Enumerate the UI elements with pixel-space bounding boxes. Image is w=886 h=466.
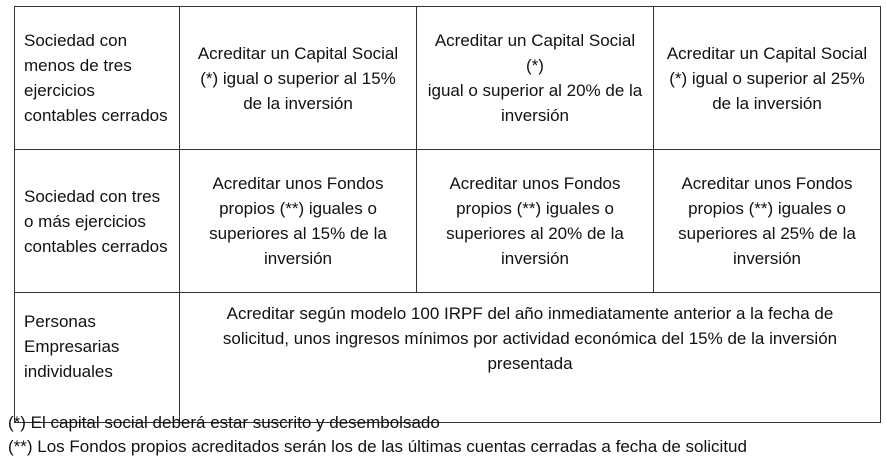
row-label: Sociedad con tres o más ejercicios contables cerrados xyxy=(15,150,180,293)
row-label: Personas Empresarias individuales xyxy=(15,293,180,423)
table-row xyxy=(15,293,881,423)
table-row xyxy=(15,150,881,293)
table-cell: Acreditar un Capital Social (*) igual o superior al 25% de la inversión xyxy=(654,7,881,150)
table-cell: Acreditar un Capital Social (*) igual o superior al 20% de la inversión xyxy=(417,7,654,150)
footnote-capital-social: (*) El capital social deberá estar suscrito y desembolsado xyxy=(8,413,440,432)
table-cell: Acreditar unos Fondos propios (**) iguales o superiores al 15% de la inversión xyxy=(180,150,417,293)
row-label: Sociedad con menos de tres ejercicios contables cerrados xyxy=(15,7,180,150)
table-cell: Acreditar unos Fondos propios (**) iguales o superiores al 20% de la inversión xyxy=(417,150,654,293)
footnotes xyxy=(8,411,747,459)
table-cell: Acreditar un Capital Social (*) igual o superior al 15% de la inversión xyxy=(180,7,417,150)
requirements-table xyxy=(14,6,881,423)
table-row xyxy=(15,7,881,150)
merged-cell: Acreditar según modelo 100 IRPF del año inmediatamente anterior a la fecha de solicitud, unos ingresos mínimos por actividad económica del 15% de la inversión presentada xyxy=(180,293,881,423)
table-cell: Acreditar unos Fondos propios (**) iguales o superiores al 25% de la inversión xyxy=(654,150,881,293)
footnote-fondos-propios: (**) Los Fondos propios acreditados serán los de las últimas cuentas cerradas a fecha de solicitud xyxy=(8,437,747,456)
